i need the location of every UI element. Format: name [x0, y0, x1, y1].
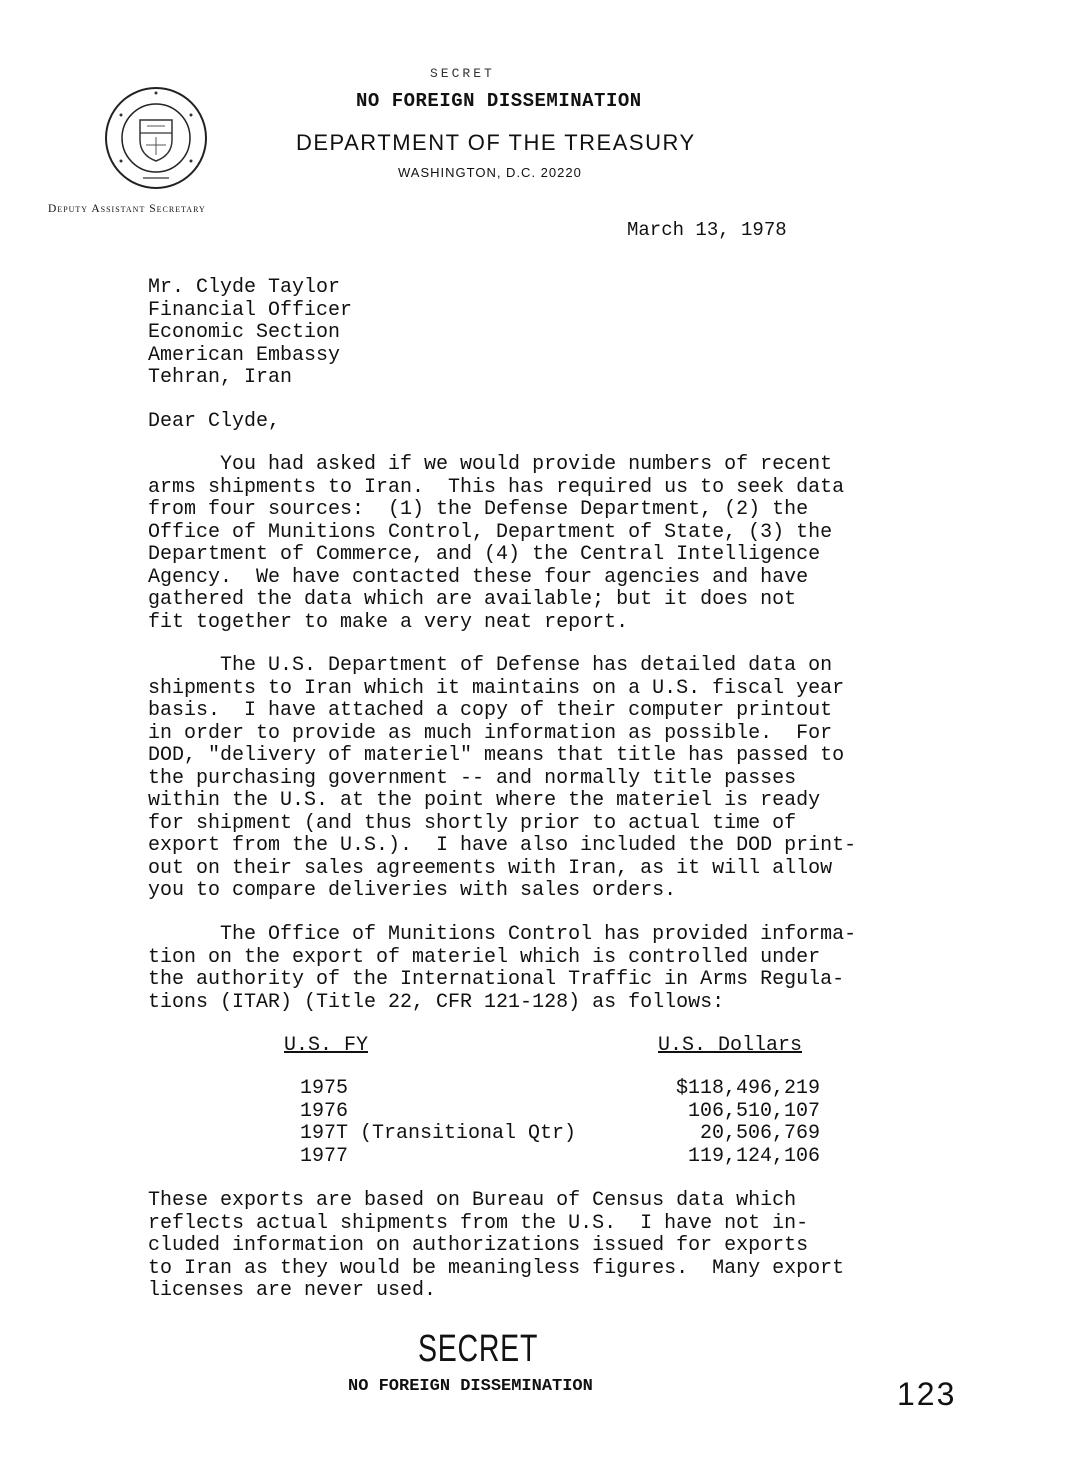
text-line: tion on the export of materiel which is controlled under [148, 945, 821, 969]
table-cell-year: 1975 [300, 1077, 349, 1100]
text-line: gathered the data which are available; but it does not [148, 588, 797, 611]
table-row [300, 1077, 820, 1100]
text-line: Agency. We have contacted these four agencies and have [148, 565, 809, 589]
text-line: These exports are based on Bureau of Census data which [148, 1189, 797, 1212]
recipient-line: American Embassy [148, 343, 341, 367]
recipient-line: Tehran, Iran [148, 366, 293, 389]
text-line: within the U.S. at the point where the materiel is ready [148, 789, 821, 812]
table-row [300, 1100, 820, 1123]
table-header-dollars: U.S. Dollars [658, 1034, 803, 1057]
treasury-seal-icon [103, 85, 209, 191]
sender-title: Deputy Assistant Secretary [48, 203, 206, 215]
text-line: The Office of Munitions Control has provided informa- [148, 923, 857, 946]
table-cell-year: 1976 [300, 1099, 349, 1123]
table-row [300, 1122, 820, 1145]
text-line: arms shipments to Iran. This has required us to seek data [148, 475, 845, 499]
body-paragraph-3 [148, 924, 856, 1014]
body-paragraph-4 [148, 1190, 844, 1303]
text-line: cluded information on authorizations issued for exports [148, 1234, 809, 1257]
text-line: export from the U.S.). I have also included the DOD print- [148, 834, 857, 857]
department-name: DEPARTMENT OF THE TREASURY [296, 130, 696, 155]
classification-marking-bottom: NO FOREIGN DISSEMINATION [348, 1377, 593, 1396]
body-paragraph-1 [148, 454, 844, 634]
classification-stamp-top: SECRET [430, 66, 495, 81]
text-line: basis. I have attached a copy of their computer printout [148, 699, 833, 722]
recipient-line: Economic Section [148, 321, 341, 344]
text-line: shipments to Iran which it maintains on a U.S. fiscal year [148, 676, 845, 700]
text-line: The U.S. Department of Defense has detailed data on [148, 654, 833, 677]
text-line: licenses are never used. [148, 1279, 437, 1302]
table-cell-year: 197T (Transitional Qtr) [300, 1122, 577, 1145]
text-line: reflects actual shipments from the U.S. I have not in- [148, 1211, 809, 1235]
text-line: for shipment (and thus shortly prior to actual time of [148, 811, 797, 835]
text-line: tions (ITAR) (Title 22, CFR 121-128) as follows: [148, 990, 725, 1014]
text-line: the purchasing government -- and normally title passes [148, 766, 797, 790]
table-row [300, 1145, 820, 1168]
text-line: out on their sales agreements with Iran, as it will allow [148, 856, 833, 880]
text-line: DOD, "delivery of materiel" means that title has passed to [148, 744, 845, 767]
text-line: Office of Munitions Control, Department of State, (3) the [148, 520, 833, 544]
table-cell-amount: 20,506,769 [699, 1122, 820, 1145]
recipient-line: Financial Officer [148, 298, 353, 322]
text-line: the authority of the International Traffic in Arms Regula- [148, 968, 845, 991]
recipient-address-block [148, 277, 352, 390]
classification-stamp-bottom: SECRET [418, 1328, 539, 1370]
salutation: Dear Clyde, [148, 410, 281, 433]
text-line: fit together to make a very neat report. [148, 610, 629, 634]
recipient-line: Mr. Clyde Taylor [148, 276, 341, 299]
table-cell-year: 1977 [300, 1144, 349, 1168]
text-line: You had asked if we would provide numbers of recent [148, 453, 833, 476]
page-number: 123 [897, 1376, 957, 1412]
letter-date: March 13, 1978 [627, 219, 787, 241]
text-line: Department of Commerce, and (4) the Central Intelligence [148, 543, 821, 566]
classification-marking-top: NO FOREIGN DISSEMINATION [356, 90, 642, 112]
table-cell-amount: $118,496,219 [675, 1077, 820, 1100]
text-line: you to compare deliveries with sales orders. [148, 879, 677, 902]
body-paragraph-2 [148, 655, 856, 903]
text-line: in order to provide as much information as possible. For [148, 721, 833, 745]
table-cell-amount: 119,124,106 [687, 1144, 820, 1168]
text-line: to Iran as they would be meaningless figures. Many export [148, 1256, 845, 1280]
department-address: WASHINGTON, D.C. 20220 [398, 165, 582, 180]
table-header-fiscal-year: U.S. FY [284, 1034, 369, 1057]
table-cell-amount: 106,510,107 [687, 1099, 820, 1123]
text-line: from four sources: (1) the Defense Department, (2) the [148, 498, 809, 521]
